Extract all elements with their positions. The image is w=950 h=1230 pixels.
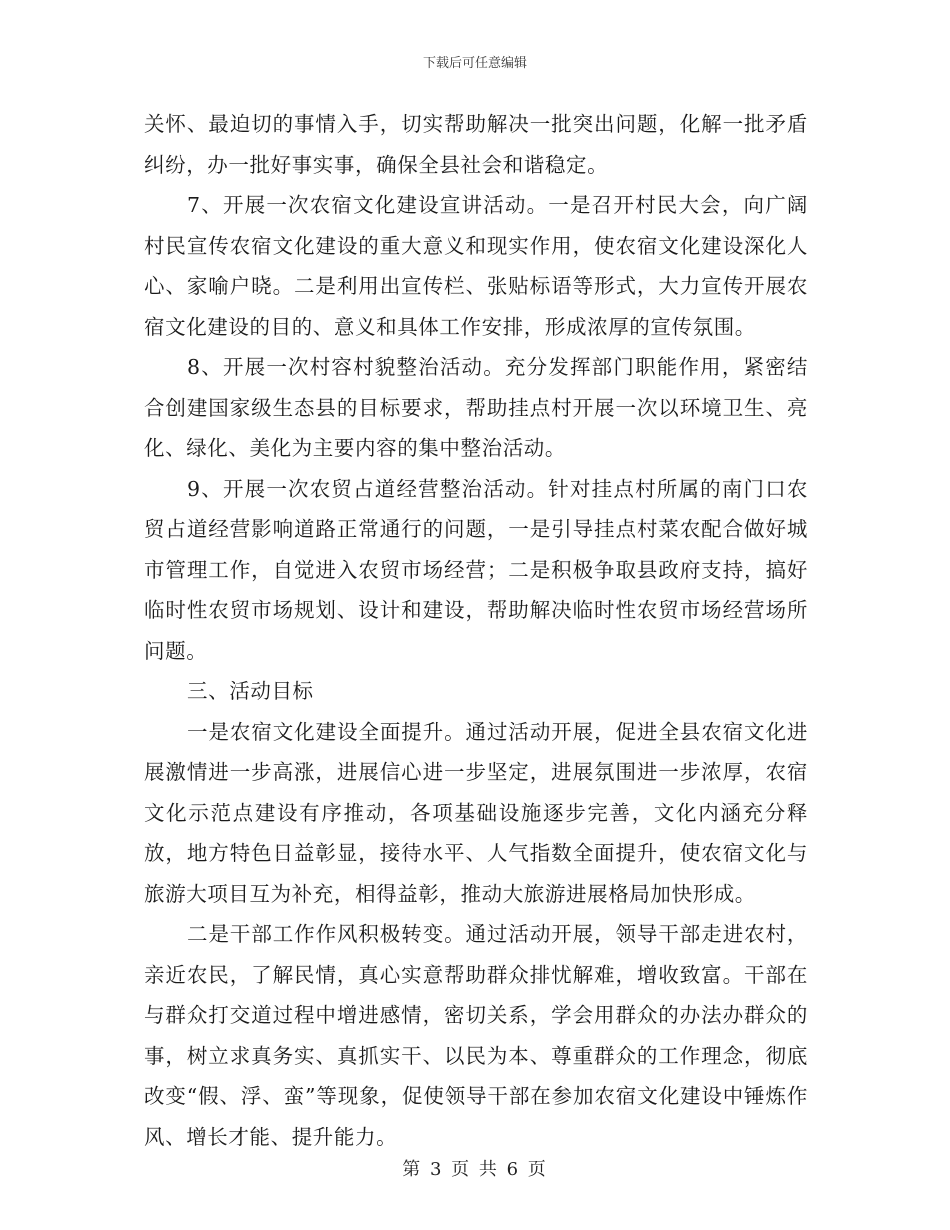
page-number-footer: 第 3 页 共 6 页 — [402, 1159, 548, 1180]
goal-paragraph-1: 一是农宿文化建设全面提升。通过活动开展，促进全县农宿文化进展激情进一步高涨，进展信心进一步坚定，进展氛围进一步浓厚，农宿文化示范点建设有序推动，各项基础设施逐步完善，文化内涵充分释放，地方特色日益彰显，接待水平、人气指数全面提升，使农宿文化与旅游大项目互为补充，相得益彰，推动大旅游进展格局加快形成。 — [144, 719, 808, 906]
paragraph-item-9: 9、开展一次农贸占道经营整治活动。针对挂点村所属的南门口农贸占道经营影响道路正常通行的问题，一是引导挂点村菜农配合做好城市管理工作，自觉进入农贸市场经营；二是积极争取县政府支持，搞好临时性农贸市场规划、设计和建设，帮助解决临时性农贸市场经营场所问题。 — [144, 476, 808, 663]
document-body — [144, 104, 808, 1157]
paragraph-item-7: 7、开展一次农宿文化建设宣讲活动。一是召开村民大会，向广阔村民宣传农宿文化建设的重大意义和现实作用，使农宿文化建设深化人心、家喻户晓。二是利用出宣传栏、张贴标语等形式，大力宣传开展农宿文化建设的目的、意义和具体工作安排，形成浓厚的宣传氛围。 — [144, 193, 808, 339]
goal-paragraph-2: 二是干部工作作风积极转变。通过活动开展，领导干部走进农村，亲近农民，了解民情，真心实意帮助群众排忧解难，增收致富。干部在与群众打交道过程中增进感情，密切关系，学会用群众的办法办群众的事，树立求真务实、真抓实干、以民为本、尊重群众的工作理念，彻底改变“假、浮、蛮”等现象，促使领导干部在参加农宿文化建设中锤炼作风、增长才能、提升能力。 — [144, 922, 808, 1149]
section-heading: 三、活动目标 — [187, 679, 314, 703]
paragraph-continuation: 关怀、最迫切的事情入手，切实帮助解决一批突出问题，化解一批矛盾纠纷，办一批好事实事，确保全县社会和谐稳定。 — [144, 112, 808, 177]
header-note: 下载后可任意编辑 — [422, 56, 527, 71]
paragraph-item-8: 8、开展一次村容村貌整治活动。充分发挥部门职能作用，紧密结合创建国家级生态县的目标要求，帮助挂点村开展一次以环境卫生、亮化、绿化、美化为主要内容的集中整治活动。 — [144, 355, 808, 460]
